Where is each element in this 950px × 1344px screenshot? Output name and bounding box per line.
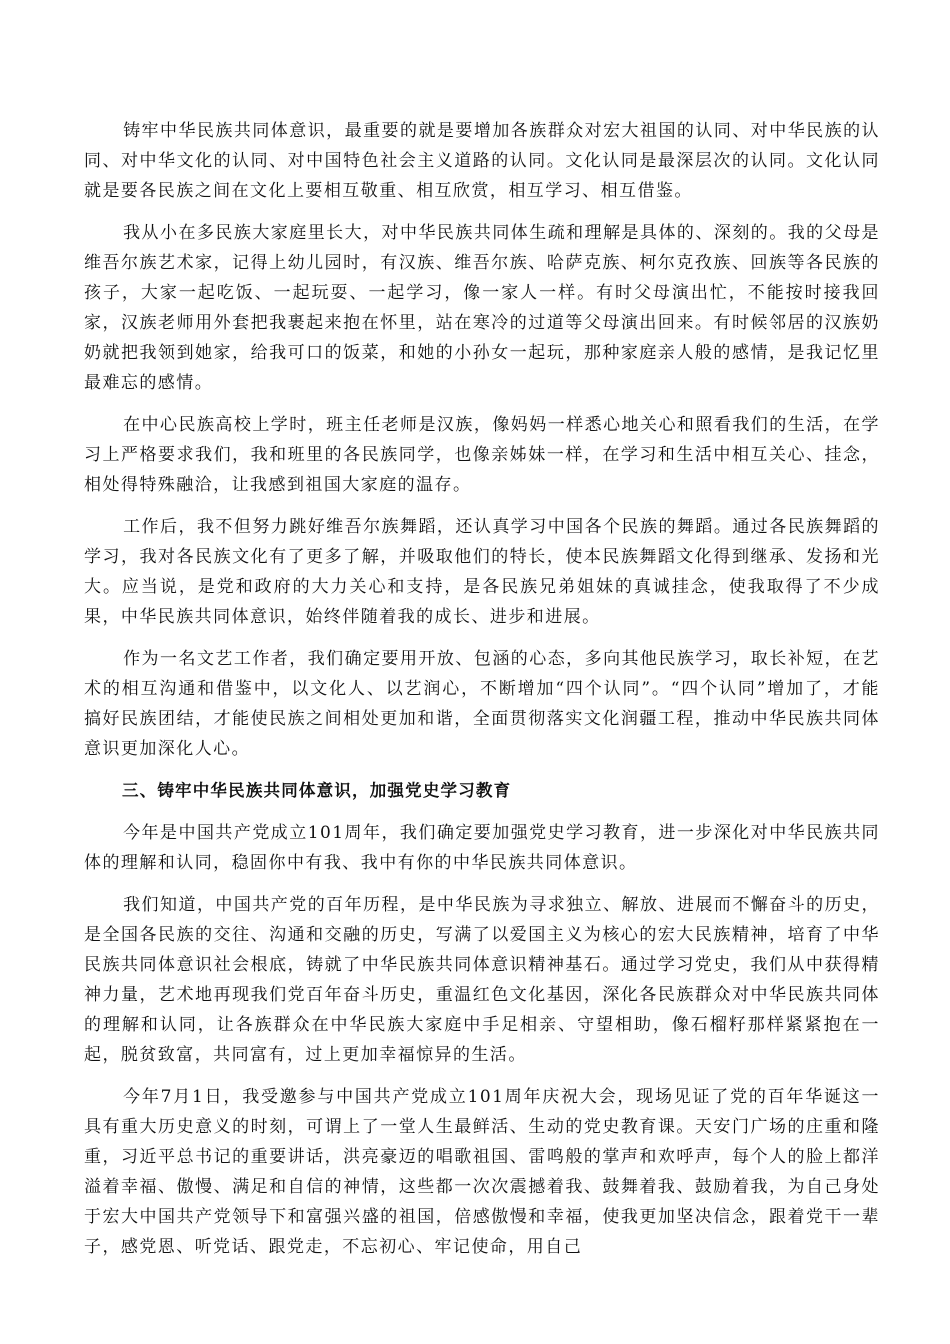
paragraph-childhood: 我从小在多民族大家庭里长大，对中华民族共同体生疏和理解是具体的、深刻的。我的父母是维吾尔族艺术家，记得上幼儿园时，有汉族、维吾尔族、哈萨克族、柯尔克孜族、回族等各民族的孩子，大家一起吃饭、一起玩耍、一起学习，像一家人一样。有时父母演出忙，不能按时接我回家，汉族老师用外套把我裹起来抱在怀里，站在寒冷的过道等父母演出回来。有时候邻居的汉族奶奶就把我领到她家，给我可口的饭菜，和她的小孙女一起玩，那种家庭亲人般的感情，是我记忆里最难忘的感情。 bbox=[84, 223, 880, 393]
section-heading: 三、铸牢中华民族共同体意识，加强党史学习教育 bbox=[121, 781, 512, 800]
paragraph-celebration: 今年7月1日，我受邀参与中国共产党成立101周年庆祝大会，现场见证了党的百年华诞这一具有重大历史意义的时刻，可谓上了一堂人生最鲜活、生动的党史教育课。天安门广场的庄重和隆重，习近平总书记的重要讲话，洪亮豪迈的唱歌祖国、雷鸣般的掌声和欢呼声，每个人的脸上都洋溢着幸福、傲慢、满足和自信的神情，这些都一次次震撼着我、鼓舞着我、鼓励着我，为自己身处于宏大中国共产党领导下和富强兴盛的祖国，倍感傲慢和幸福，使我更加坚决信念，跟着党干一辈子，感党恩、听党话、跟党走，不忘初心、牢记使命，用自己 bbox=[84, 1087, 880, 1257]
paragraph-work: 工作后，我不但努力跳好维吾尔族舞蹈，还认真学习中国各个民族的舞蹈。通过各民族舞蹈的学习，我对各民族文化有了更多了解，并吸取他们的特长，使本民族舞蹈文化得到继承、发扬和光大。应当说，是党和政府的大力关心和支持，是各民族兄弟姐妹的真诚挂念，使我取得了不少成果，中华民族共同体意识，始终伴随着我的成长、进步和进展。 bbox=[84, 517, 880, 627]
paragraph-century-journey: 我们知道，中国共产党的百年历程，是中华民族为寻求独立、解放、进展而不懈奋斗的历史，是全国各民族的交往、沟通和交融的历史，写满了以爱国主义为核心的宏大民族精神，培育了中华民族共同体意识社会根底，铸就了中华民族共同体意识精神基石。通过学习党史，我们从中获得精神力量，艺术地再现我们党百年奋斗历史，重温红色文化基因，深化各民族群众对中华民族共同体的理解和认同，让各族群众在中华民族大家庭中手足相亲、守望相助，像石榴籽那样紧紧抱在一起，脱贫致富，共同富有，过上更加幸福惊异的生活。 bbox=[84, 895, 880, 1065]
paragraph-party-history: 今年是中国共产党成立101周年，我们确定要加强党史学习教育，进一步深化对中华民族共同体的理解和认同，稳固你中有我、我中有你的中华民族共同体意识。 bbox=[84, 823, 880, 873]
paragraph-cultural-identity: 铸牢中华民族共同体意识，最重要的就是要增加各族群众对宏大祖国的认同、对中华民族的认同、对中华文化的认同、对中国特色社会主义道路的认同。文化认同是最深层次的认同。文化认同就是要各民族之间在文化上要相互敬重、相互欣赏，相互学习、相互借鉴。 bbox=[84, 121, 880, 201]
paragraph-artist-role: 作为一名文艺工作者，我们确定要用开放、包涵的心态，多向其他民族学习，取长补短，在艺术的相互沟通和借鉴中，以文化人、以艺润心，不断增加“四个认同”。“四个认同”增加了，才能搞好民族团结，才能使民族之间相处更加和谐，全面贯彻落实文化润疆工程，推动中华民族共同体意识更加深化人心。 bbox=[84, 649, 880, 759]
document-body bbox=[84, 116, 880, 1274]
paragraph-university: 在中心民族高校上学时，班主任老师是汉族，像妈妈一样悉心地关心和照看我们的生活，在学习上严格要求我们，我和班里的各民族同学，也像亲姊妹一样，在学习和生活中相互关心、挂念，相处得特殊融洽，让我感到祖国大家庭的温存。 bbox=[84, 415, 880, 495]
